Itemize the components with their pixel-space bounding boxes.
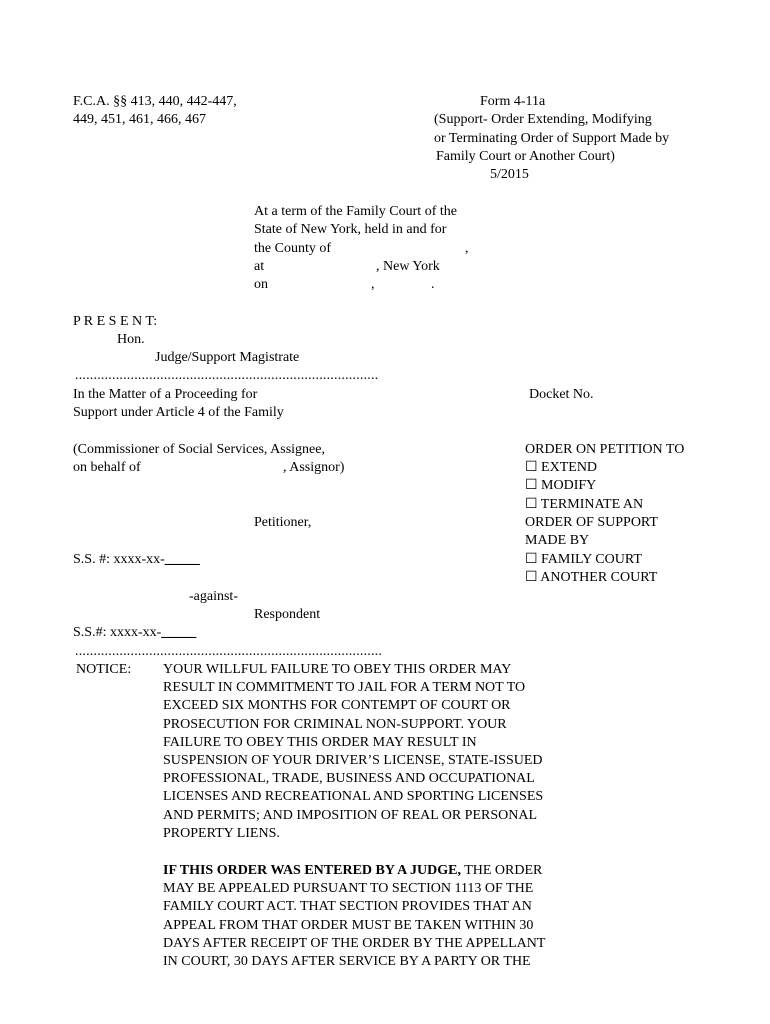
court-term-date-comma: , (371, 277, 375, 292)
notice-line: AND PERMITS; AND IMPOSITION OF REAL OR PERSONAL (163, 807, 538, 823)
present-label: P R E S E N T: (73, 314, 158, 329)
court-term-county-label: the County of (254, 241, 331, 256)
caption-divider-top: .................................................................................. (75, 368, 379, 383)
modify-checkbox[interactable]: ☐ MODIFY (525, 478, 597, 493)
matter-line2: Support under Article 4 of the Family (73, 405, 284, 420)
commissioner-on-behalf: on behalf of (73, 460, 141, 475)
court-term-line2: State of New York, held in and for (254, 222, 447, 237)
present-judge-title: Judge/Support Magistrate (155, 350, 300, 365)
notice-line: IN COURT, 30 DAYS AFTER SERVICE BY A PARTY OR THE (163, 954, 531, 970)
notice-line: FAILURE TO OBEY THIS ORDER MAY RESULT IN (163, 734, 477, 750)
respondent-ss-number (73, 624, 196, 642)
notice-line: PROFESSIONAL, TRADE, BUSINESS AND OCCUPATIONAL (163, 771, 535, 787)
notice-line: MAY BE APPEALED PURSUANT TO SECTION 1113 OF THE (163, 881, 534, 897)
petitioner-label: Petitioner, (254, 515, 312, 530)
notice-paragraph-1 (163, 661, 543, 843)
respondent-ss-blank: _____ (161, 625, 197, 640)
court-term-on-label: on (254, 277, 268, 292)
docket-label: Docket No. (529, 387, 594, 402)
appeal-first-line-rest: THE ORDER (460, 863, 543, 878)
form-title-line1: (Support- Order Extending, Modifying (434, 112, 652, 127)
present-hon: Hon. (117, 332, 145, 347)
respondent-label: Respondent (254, 607, 321, 622)
caption-divider-bottom: ................................................................................... (75, 644, 383, 659)
appeal-judge-heading: IF THIS ORDER WAS ENTERED BY A JUDGE, (163, 863, 461, 878)
petitioner-ss-prefix: S.S. #: xxxx-xx- (73, 552, 165, 567)
terminate-checkbox[interactable]: ☐ TERMINATE AN (525, 497, 644, 512)
notice-paragraph-2 (163, 862, 545, 971)
court-term-at-label: at (254, 259, 265, 274)
form-title-line2: or Terminating Order of Support Made by (434, 131, 670, 146)
notice-line: YOUR WILLFUL FAILURE TO OBEY THIS ORDER MAY (163, 662, 512, 677)
form-date: 5/2015 (490, 167, 529, 182)
matter-line1: In the Matter of a Proceeding for (73, 387, 258, 402)
notice-line: PROPERTY LIENS. (163, 825, 280, 841)
petitioner-ss-blank: _____ (164, 552, 200, 567)
notice-line: FAMILY COURT ACT. THAT SECTION PROVIDES THAT AN (163, 899, 532, 915)
form-title-line3: Family Court or Another Court) (436, 149, 615, 164)
respondent-ss-prefix: S.S.#: xxxx-xx- (73, 625, 162, 640)
order-type-heading: ORDER ON PETITION TO (525, 442, 685, 457)
court-term-state: , New York (376, 259, 440, 274)
commissioner-line1: (Commissioner of Social Services, Assignee, (73, 442, 325, 457)
notice-line: APPEAL FROM THAT ORDER MUST BE TAKEN WITHIN 30 (163, 917, 534, 933)
court-term-date-period: . (431, 277, 435, 292)
petitioner-ss-number (73, 551, 200, 569)
notice-label: NOTICE: (76, 662, 132, 677)
statute-citation-line2: 449, 451, 461, 466, 467 (73, 112, 206, 127)
made-by-label: MADE BY (525, 533, 590, 548)
notice-line: SUSPENSION OF YOUR DRIVER’S LICENSE, STATE-ISSUED (163, 753, 543, 769)
appeal-first-line (163, 862, 545, 880)
against-label: -against- (189, 589, 238, 604)
notice-line: DAYS AFTER RECEIPT OF THE ORDER BY THE APPELLANT (163, 935, 546, 951)
statute-citation-line1: F.C.A. §§ 413, 440, 442-447, (73, 94, 237, 109)
notice-line: RESULT IN COMMITMENT TO JAIL FOR A TERM NOT TO (163, 680, 526, 696)
extend-checkbox[interactable]: ☐ EXTEND (525, 460, 598, 475)
order-of-support-label: ORDER OF SUPPORT (525, 515, 658, 530)
another-court-checkbox[interactable]: ☐ ANOTHER COURT (525, 570, 658, 585)
family-court-checkbox[interactable]: ☐ FAMILY COURT (525, 552, 642, 567)
notice-line: PROSECUTION FOR CRIMINAL NON-SUPPORT. YOUR (163, 716, 507, 732)
commissioner-assignor: , Assignor) (283, 460, 345, 475)
notice-line: EXCEED SIX MONTHS FOR CONTEMPT OF COURT OR (163, 698, 511, 714)
form-number: Form 4-11a (480, 94, 546, 109)
court-term-county-comma: , (465, 241, 469, 256)
notice-line: LICENSES AND RECREATIONAL AND SPORTING LICENSES (163, 789, 544, 805)
court-term-line1: At a term of the Family Court of the (254, 204, 457, 219)
